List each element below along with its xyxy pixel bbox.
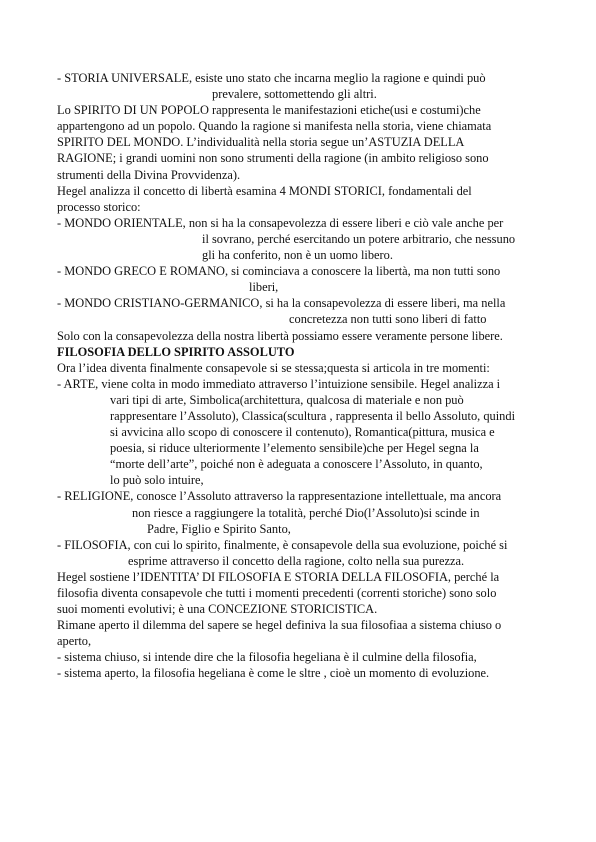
text-line: - ARTE, viene colta in modo immediato attraverso l’intuizione sensibile. Hegel analizza i xyxy=(57,376,501,391)
text-line: rappresentare l’Assoluto), Classica(scultura , rappresenta il bello Assoluto, quindi xyxy=(110,408,516,423)
text-line: lo può solo intuire, xyxy=(110,473,204,488)
text-line: - MONDO CRISTIANO-GERMANICO, si ha la consapevolezza di essere liberi, ma nella xyxy=(57,296,506,311)
text-line: liberi, xyxy=(249,280,279,295)
text-line: - MONDO GRECO E ROMANO, si cominciava a conoscere la libertà, ma non tutti sono xyxy=(57,264,501,279)
text-line: poesia, si riduce ulteriormente l’elemento sensibile)che per Hegel segna la xyxy=(110,441,479,456)
text-line: “morte dell’arte”, poiché non è adeguata a conoscere l’Assoluto, in quanto, xyxy=(110,457,483,472)
text-line: - sistema chiuso, si intende dire che la filosofia hegeliana è il culmine della filosofia, xyxy=(57,650,477,665)
text-line: esprime attraverso il concetto della ragione, colto nella sua purezza. xyxy=(128,553,465,568)
text-line: Solo con la consapevolezza della nostra libertà possiamo essere veramente persone libere. xyxy=(57,328,503,343)
text-line: si avvicina allo scopo di conoscere il contenuto), Romantica(pittura, musica e xyxy=(110,425,495,440)
text-line: suoi momenti evolutivi; è una CONCEZIONE STORICISTICA. xyxy=(57,602,378,617)
text-line: concretezza non tutti sono liberi di fatto xyxy=(289,312,487,327)
text-line: RAGIONE; i grandi uomini non sono strumenti della ragione (in ambito religioso sono xyxy=(57,151,489,166)
text-line: non riesce a raggiungere la totalità, perché Dio(l’Assoluto)si scinde in xyxy=(132,505,480,520)
section-heading: FILOSOFIA DELLO SPIRITO ASSOLUTO xyxy=(57,344,295,359)
text-line: filosofia diventa consapevole che tutti i momenti precedenti (correnti storiche) sono solo xyxy=(57,586,497,600)
text-line: Lo SPIRITO DI UN POPOLO rappresenta le manifestazioni etiche(usi e costumi)che xyxy=(57,103,481,118)
text-line: Padre, Figlio e Spirito Santo, xyxy=(147,521,291,536)
text-line: vari tipi di arte, Simbolica(architettura, qualcosa di materiale e non può xyxy=(110,392,464,407)
text-line: prevalere, sottomettendo gli altri. xyxy=(212,87,377,102)
text-line: Hegel analizza il concetto di libertà esamina 4 MONDI STORICI, fondamentali del xyxy=(57,183,472,198)
text-line: - MONDO ORIENTALE, non si ha la consapevolezza di essere liberi e ciò vale anche per xyxy=(57,215,504,230)
text-line: SPIRITO DEL MONDO. L’individualità nella storia segue un’ASTUZIA DELLA xyxy=(57,135,465,150)
text-line: - FILOSOFIA, con cui lo spirito, finalmente, è consapevole della sua evoluzione, poiché si xyxy=(57,537,508,552)
text-line: strumenti della Divina Provvidenza). xyxy=(57,167,241,182)
text-line: - RELIGIONE, conosce l’Assoluto attraverso la rappresentazione intellettuale, ma ancora xyxy=(57,489,502,504)
text-line: Rimane aperto il dilemma del sapere se hegel definiva la sua filosofiaa a sistema chiuso o xyxy=(57,618,502,633)
document-page xyxy=(57,70,577,682)
text-line: - sistema aperto, la filosofia hegeliana è come le sltre , cioè un momento di evoluzione. xyxy=(57,666,490,681)
text-line: - STORIA UNIVERSALE, esiste uno stato che incarna meglio la ragione e quindi può xyxy=(57,71,486,85)
text-line: il sovrano, perché esercitando un potere arbitrario, che nessuno xyxy=(202,231,516,246)
text-line: appartengono ad un popolo. Quando la ragione si manifesta nella storia, viene chiamata xyxy=(57,119,492,134)
text-line: Hegel sostiene l’IDENTITA’ DI FILOSOFIA E STORIA DELLA FILOSOFIA, perché la xyxy=(57,569,500,584)
text-line: Ora l’idea diventa finalmente consapevole si se stessa;questa si articola in tre momenti: xyxy=(57,360,490,375)
text-line: processo storico: xyxy=(57,199,141,214)
text-line: aperto, xyxy=(57,634,92,649)
text-line: gli ha conferito, non è un uomo libero. xyxy=(202,248,393,263)
